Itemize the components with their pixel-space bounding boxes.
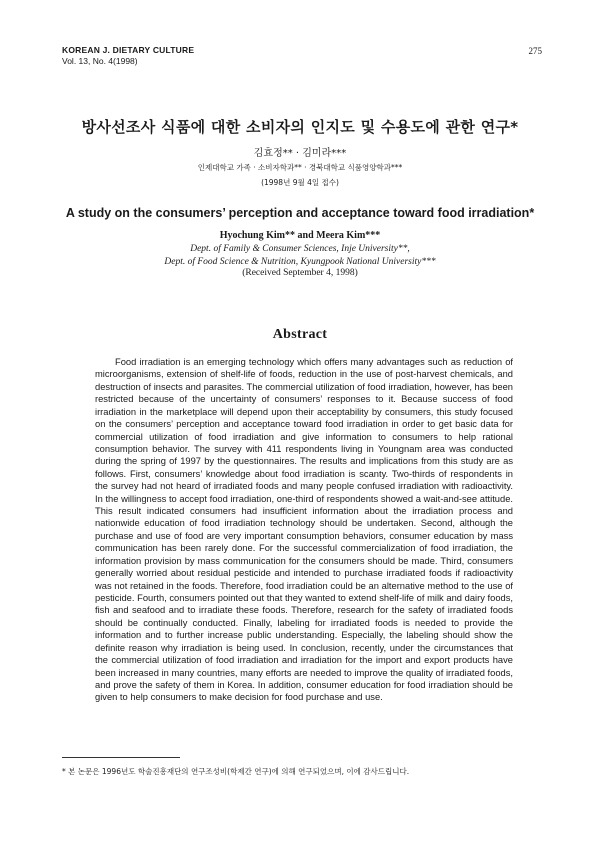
abstract-heading: Abstract (272, 327, 328, 342)
footnote: * 본 논문은 1996년도 학술진흥재단의 연구조성비(학제간 연구)에 의해 연구되었으며, 이에 감사드립니다. (62, 767, 410, 776)
korean-authors: 김효정** · 김미라*** (253, 148, 347, 159)
journal-volume: Vol. 13, No. 4(1998) (62, 56, 138, 66)
footnote-divider (62, 757, 180, 758)
korean-title: 방사선조사 식품에 대한 소비자의 인지도 및 수용도에 관한 연구* (81, 118, 519, 136)
english-authors: Hyochung Kim** and Meera Kim*** (219, 230, 381, 241)
english-affiliation-1: Dept. of Family & Consumer Sciences, Inje University**, (190, 244, 410, 254)
english-affiliation-2: Dept. of Food Science & Nutrition, Kyungpook National University*** (164, 257, 436, 267)
page-number: 275 (528, 46, 542, 56)
english-title: A study on the consumers’ perception and acceptance toward food irradiation* (65, 206, 535, 220)
english-received-date: (Received September 4, 1998) (242, 268, 358, 278)
korean-affiliations: 인제대학교 가족 · 소비자학과** · 경북대학교 식품영양학과*** (197, 163, 403, 172)
journal-header (62, 45, 194, 67)
journal-name: KOREAN J. DIETARY CULTURE (62, 45, 195, 55)
abstract-body: Food irradiation is an emerging technology which offers many advantages such as reduction of microorganisms, extension of shelf-life of foods, reduction in the use of post-harvest chemicals, and destruction of insects and parasites. The commercial utilization of food irradiation, however, has been restricted because of the uncertainty of consumers’ responses to it. Because success of food irradiation in the marketplace will depend upon their acceptability by consumers, this study focused on the consumers’ perception and acceptance toward food irradiation in order to get basic data for commercial utilization of food irradiation and give information to consumers to help rational consumption behavior. The survey with 411 respondents living in Youngnam area was conducted during the spring of 1997 by the questionnaires. The results and implications from this study are as follows. First, consumers’ knowledge about food irradiation is scanty. Two-thirds of respondents in the survey had not heard of irradiated foods and many people confused irradiation with radioactivity. In the willingness to accept food irradiation, one-third of respondents showed a wait-and-see attitude. This result indicated consumers had insufficient information about the irradiation process and nationwide education of food irradiation technology should be undertaken. Second, although the purchase and use of food are very important consumption behaviors, consumer education by mass communication has been rarely done. For the successful commercialization of food irradiation, the information provision by mass communication for the consumers should be made. Third, consumers generally worried about residual pesticide and intended to purchase irradiated foods if radioactivity was not retained in the foods. Therefore, food irradiation could be an alternative method to the use of pesticide. Fourth, consumers pointed out that they wanted to extend shelf-life of milk and dairy foods, fish and seafood and to irradiate these foods. Therefore, research for the safety of irradiated foods should be continually conducted. Finally, labeling for irradiated foods is needed to provide the information and to further increase public understanding. Especially, the labeling should show the definite reason why irradiation is being used. In conclusion, recently, under the circumstances that the commercial utilization of food irradiation and irradiation for the import and export products have been increased in many countries, many efforts are needed to improve the quality of irradiated foods, and prove the safety of them in Korea. In addition, consumer education for food irradiation should be given to help consumers to make decision for food purchase and use. (95, 357, 513, 703)
korean-received-date: (1998년 9월 4일 접수) (261, 178, 339, 187)
